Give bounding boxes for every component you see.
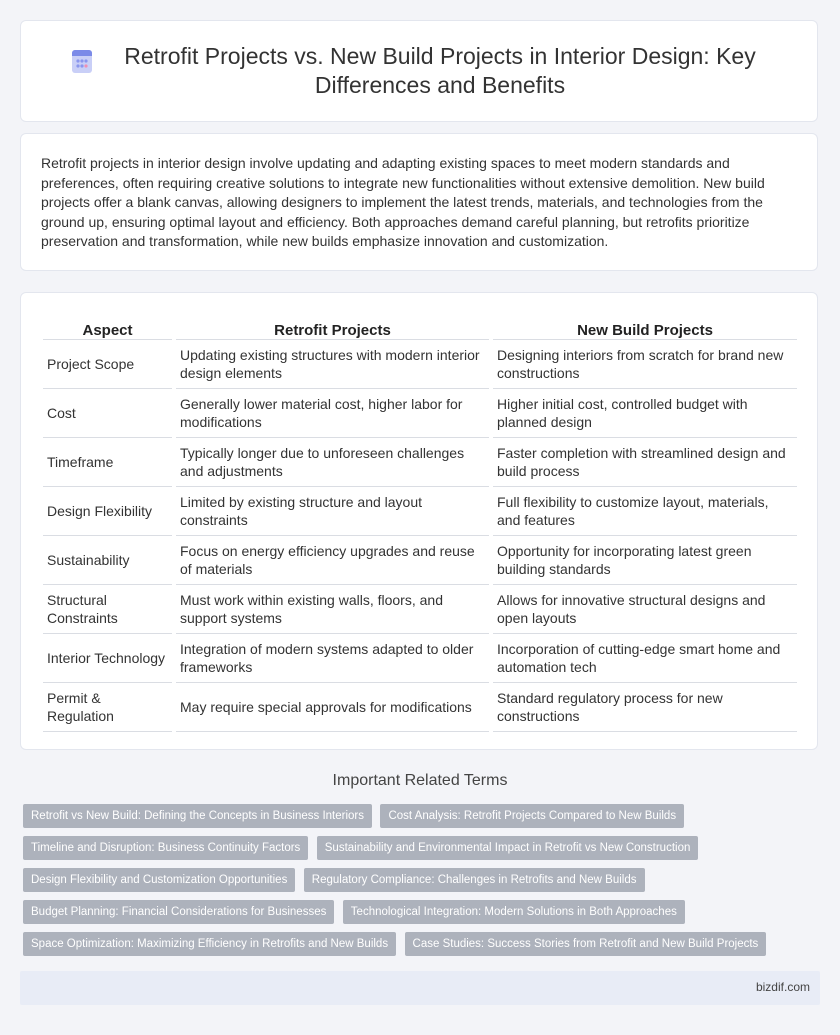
new-build-cell: Incorporation of cutting-edge smart home and automation tech <box>493 634 797 683</box>
comparison-table-card <box>20 292 818 750</box>
retrofit-cell: Must work within existing walls, floors, and support systems <box>176 585 489 634</box>
retrofit-cell: Typically longer due to unforeseen challenges and adjustments <box>176 438 489 487</box>
retrofit-cell: Focus on energy efficiency upgrades and reuse of materials <box>176 536 489 585</box>
table-row <box>43 487 797 536</box>
retrofit-cell: Generally lower material cost, higher labor for modifications <box>176 389 489 438</box>
aspect-cell: Project Scope <box>43 340 172 389</box>
table-row <box>43 634 797 683</box>
aspect-cell: Cost <box>43 389 172 438</box>
related-terms-heading: Important Related Terms <box>332 772 508 789</box>
page-title: Retrofit Projects vs. New Build Projects in Interior Design: Key Differences and Benefits <box>124 43 756 98</box>
new-build-cell: Opportunity for incorporating latest green building standards <box>493 536 797 585</box>
new-build-cell: Standard regulatory process for new constructions <box>493 683 797 732</box>
column-header: New Build Projects <box>493 313 797 340</box>
table-row <box>43 340 797 389</box>
retrofit-cell: Integration of modern systems adapted to older frameworks <box>176 634 489 683</box>
related-term-link[interactable]: Case Studies: Success Stories from Retrofit and New Build Projects <box>405 932 767 956</box>
document-icon <box>69 48 95 74</box>
new-build-cell: Higher initial cost, controlled budget with planned design <box>493 389 797 438</box>
aspect-cell: Design Flexibility <box>43 487 172 536</box>
table-header-row <box>43 313 797 340</box>
footer <box>20 971 820 1005</box>
retrofit-cell: Limited by existing structure and layout constraints <box>176 487 489 536</box>
related-term-link[interactable]: Space Optimization: Maximizing Efficiency in Retrofits and New Builds <box>23 932 396 956</box>
table-row <box>43 389 797 438</box>
related-term-link[interactable]: Sustainability and Environmental Impact in Retrofit vs New Construction <box>317 836 699 860</box>
column-header: Retrofit Projects <box>176 313 489 340</box>
header-card <box>20 20 818 122</box>
retrofit-cell: May require special approvals for modifications <box>176 683 489 732</box>
retrofit-cell: Updating existing structures with modern interior design elements <box>176 340 489 389</box>
related-term-link[interactable]: Timeline and Disruption: Business Continuity Factors <box>23 836 308 860</box>
intro-card <box>20 133 818 271</box>
new-build-cell: Allows for innovative structural designs and open layouts <box>493 585 797 634</box>
table-row <box>43 438 797 487</box>
aspect-cell: Structural Constraints <box>43 585 172 634</box>
new-build-cell: Faster completion with streamlined design and build process <box>493 438 797 487</box>
related-terms-list <box>23 804 823 964</box>
column-header: Aspect <box>43 313 172 340</box>
related-term-link[interactable]: Design Flexibility and Customization Opportunities <box>23 868 295 892</box>
related-term-link[interactable]: Budget Planning: Financial Considerations for Businesses <box>23 900 334 924</box>
site-name[interactable]: bizdif.com <box>755 980 810 994</box>
related-term-link[interactable]: Technological Integration: Modern Solutions in Both Approaches <box>343 900 685 924</box>
new-build-cell: Designing interiors from scratch for brand new constructions <box>493 340 797 389</box>
related-term-link[interactable]: Retrofit vs New Build: Defining the Concepts in Business Interiors <box>23 804 372 828</box>
aspect-cell: Sustainability <box>43 536 172 585</box>
aspect-cell: Permit & Regulation <box>43 683 172 732</box>
aspect-cell: Timeframe <box>43 438 172 487</box>
intro-text: Retrofit projects in interior design involve updating and adapting existing spaces to meet modern standards and preferences, often requiring creative solutions to integrate new functionalities without extensive demolition. New build projects offer a blank canvas, allowing designers to implement the latest trends, materials, and technologies from the ground up, ensuring optimal layout and efficiency. Both approaches demand careful planning, but retrofits prioritize preservation and transformation, while new builds emphasize innovation and customization. <box>41 155 765 249</box>
related-term-link[interactable]: Cost Analysis: Retrofit Projects Compared to New Builds <box>380 804 684 828</box>
related-term-link[interactable]: Regulatory Compliance: Challenges in Retrofits and New Builds <box>304 868 645 892</box>
table-row <box>43 536 797 585</box>
table-row <box>43 683 797 732</box>
table-row <box>43 585 797 634</box>
aspect-cell: Interior Technology <box>43 634 172 683</box>
comparison-table <box>39 313 801 732</box>
new-build-cell: Full flexibility to customize layout, materials, and features <box>493 487 797 536</box>
